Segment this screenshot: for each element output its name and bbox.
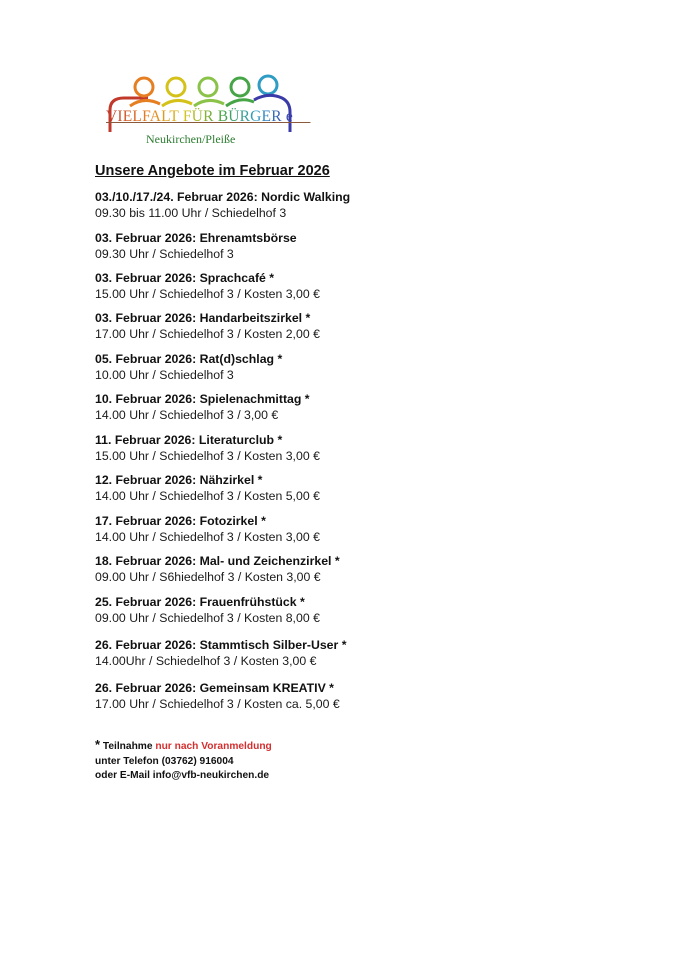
event-item [95,553,340,586]
asterisk-mark: * [95,737,101,752]
people-figures-icon [104,74,311,136]
event-title: 03. Februar 2026: Handarbeitszirkel * [95,311,311,325]
event-title: 17. Februar 2026: Fotozirkel * [95,514,266,528]
event-detail: 14.00 Uhr / Schiedelhof 3 / 3,00 € [95,408,279,422]
event-title: 11. Februar 2026: Literaturclub * [95,433,283,447]
logo-title: VIELFALT FÜR BÜRGER e.V. [106,108,311,125]
event-detail: 14.00Uhr / Schiedelhof 3 / Kosten 3,00 € [95,654,317,668]
event-item [95,189,350,222]
event-title: 12. Februar 2026: Nähzirkel * [95,473,263,487]
registration-note [95,738,272,784]
event-item [95,351,282,384]
event-detail: 09.30 bis 11.00 Uhr / Schiedelhof 3 [95,206,287,220]
event-detail: 17.00 Uhr / Schiedelhof 3 / Kosten 2,00 € [95,327,320,341]
note-highlight: nur nach Voranmeldung [155,741,272,752]
event-title: 26. Februar 2026: Gemeinsam KREATIV * [95,681,334,695]
event-item [95,432,320,465]
event-title: 03. Februar 2026: Ehrenamtsbörse [95,231,297,245]
event-item [95,270,320,303]
event-detail: 09.00 Uhr / Schiedelhof 3 / Kosten 8,00 € [95,611,320,625]
event-item [95,637,347,670]
event-item [95,230,297,263]
event-title: 05. Februar 2026: Rat(d)schlag * [95,352,283,366]
logo-subtitle: Neukirchen/Pleiße [146,132,236,146]
event-detail: 09.30 Uhr / Schiedelhof 3 [95,247,234,261]
event-item [95,310,320,343]
event-title: 25. Februar 2026: Frauenfrühstück * [95,595,305,609]
event-title: 03./10./17./24. Februar 2026: Nordic Walking [95,190,351,204]
event-item [95,391,310,424]
page-heading: Unsere Angebote im Februar 2026 [95,163,330,179]
organization-logo [104,74,311,154]
event-detail: 10.00 Uhr / Schiedelhof 3 [95,368,234,382]
event-detail: 14.00 Uhr / Schiedelhof 3 / Kosten 5,00 € [95,489,320,503]
event-detail: 09.00 Uhr / S6hiedelhof 3 / Kosten 3,00 € [95,570,321,584]
note-line-registration [95,738,272,755]
event-item [95,472,320,505]
event-detail: 15.00 Uhr / Schiedelhof 3 / Kosten 3,00 € [95,449,320,463]
note-phone: unter Telefon (03762) 916004 [95,755,234,767]
event-item [95,680,340,713]
event-title: 18. Februar 2026: Mal- und Zeichenzirkel * [95,554,340,568]
event-detail: 15.00 Uhr / Schiedelhof 3 / Kosten 3,00 € [95,287,320,301]
event-title: 26. Februar 2026: Stammtisch Silber-User * [95,638,347,652]
event-item [95,594,320,627]
note-prefix: Teilnahme [100,741,156,752]
event-detail: 14.00 Uhr / Schiedelhof 3 / Kosten 3,00 € [95,530,320,544]
event-title: 03. Februar 2026: Sprachcafé * [95,271,275,285]
event-item [95,513,320,546]
note-email: oder E-Mail info@vfb-neukirchen.de [95,770,270,781]
event-title: 10. Februar 2026: Spielenachmittag * [95,392,310,406]
event-detail: 17.00 Uhr / Schiedelhof 3 / Kosten ca. 5,00 € [95,697,340,711]
